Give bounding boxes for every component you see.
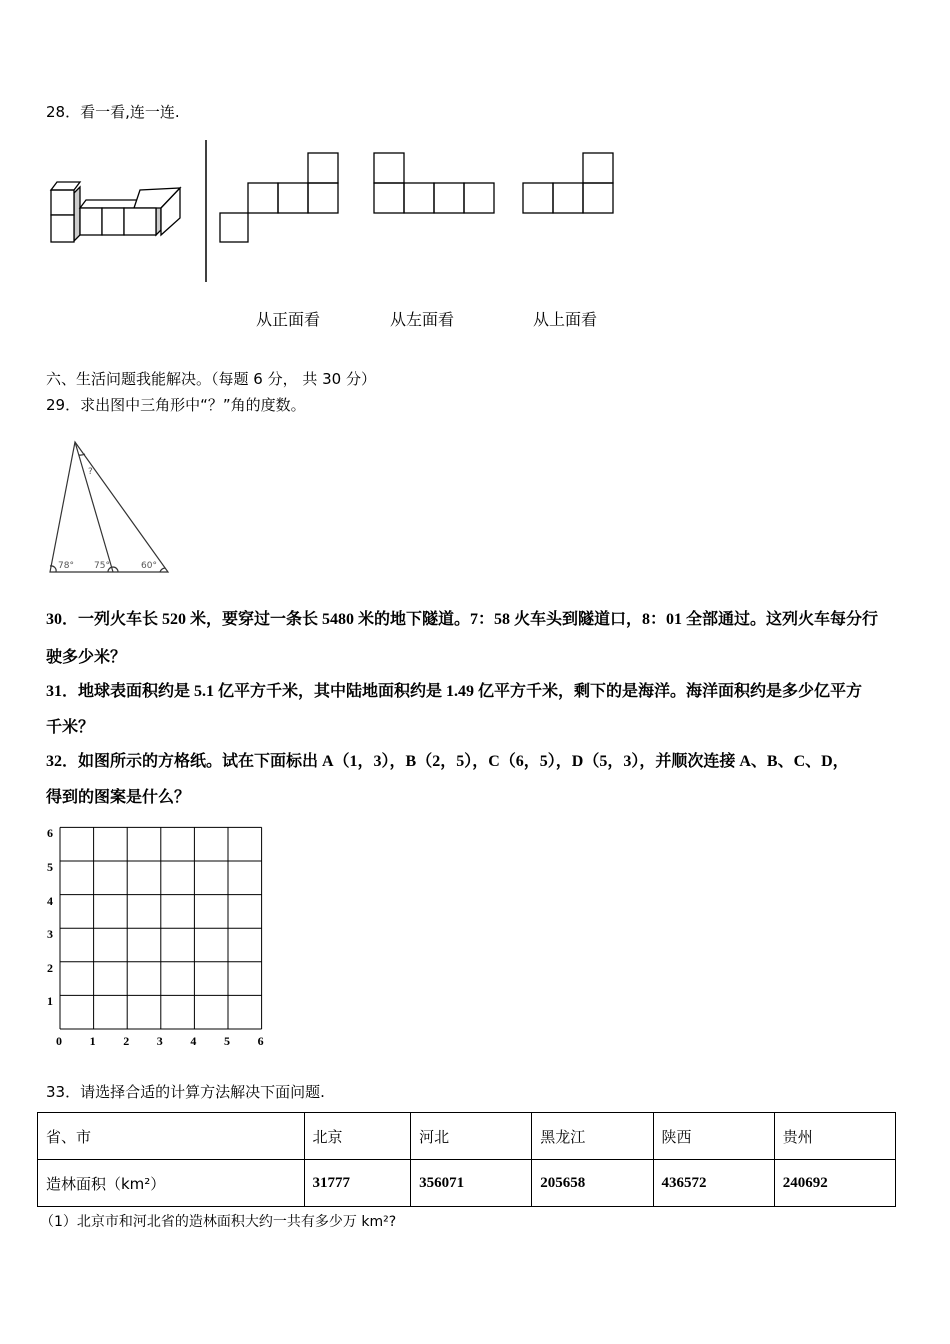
x-tick-label: 2 xyxy=(123,1034,130,1048)
table-cell: 205658 xyxy=(532,1160,653,1207)
top-view xyxy=(523,153,613,213)
section-heading: 六、生活问题我能解决。（每题 6 分， 共 30 分） xyxy=(46,370,376,388)
table-cell: 造林面积（km²） xyxy=(38,1160,305,1207)
q32-line2: 得到的图案是什么？ xyxy=(46,789,191,806)
y-tick-label: 5 xyxy=(47,860,53,874)
triangle-figure xyxy=(50,442,168,572)
q30-line2: 驶多少米？ xyxy=(46,649,127,666)
cube-figure xyxy=(51,182,180,242)
left-view xyxy=(374,153,494,213)
table-cell: 31777 xyxy=(304,1160,411,1207)
x-tick-label: 3 xyxy=(156,1034,163,1048)
q32-line1: 32．如图所示的方格纸。试在下面标出 A（1，3），B（2，5），C（6，5），D（5，3），并顺次连接 A、B、C、D， xyxy=(46,753,849,770)
grid xyxy=(60,827,262,1029)
table-cell: 436572 xyxy=(653,1160,774,1207)
q31-line2: 千米？ xyxy=(46,719,95,736)
label-top: 从上面看 xyxy=(533,310,598,329)
table-cell: 356071 xyxy=(411,1160,532,1207)
label-left: 从左面看 xyxy=(390,310,455,329)
q31-line1: 31．地球表面积约是 5.1 亿平方千米，其中陆地面积约是 1.49 亿平方千米，剩下的是海洋。海洋面积约是多少亿平方 xyxy=(46,683,863,700)
table-cell: 省、市 xyxy=(38,1113,305,1160)
angle-78: 78° xyxy=(58,561,74,571)
y-tick-label: 6 xyxy=(47,826,53,841)
x-tick-label: 4 xyxy=(190,1034,197,1048)
q33-sub1: （1）北京市和河北省的造林面积大约一共有多少万 km²? xyxy=(40,1214,397,1230)
q30-line1: 30．一列火车长 520 米，要穿过一条长 5480 米的地下隧道。7：58 火车头到隧道口，8：01 全部通过。这列火车每分行 xyxy=(46,611,879,628)
x-tick-label: 1 xyxy=(89,1034,96,1048)
y-tick-label: 2 xyxy=(47,960,53,975)
table-cell: 陕西 xyxy=(653,1113,774,1160)
label-front: 从正面看 xyxy=(256,310,321,329)
table-cell: 黑龙江 xyxy=(532,1113,653,1160)
table-row xyxy=(38,1160,896,1207)
afforestation-table xyxy=(37,1112,896,1207)
table-header-row xyxy=(38,1113,896,1160)
angle-60: 60° xyxy=(141,561,157,571)
table-cell: 240692 xyxy=(774,1160,895,1207)
x-tick-label: 5 xyxy=(224,1034,230,1048)
x-tick-label: 6 xyxy=(257,1034,264,1048)
y-tick-label: 4 xyxy=(47,893,53,908)
table-cell: 贵州 xyxy=(774,1113,895,1160)
q28-title: 28．看一看,连一连. xyxy=(46,103,180,121)
table-cell: 北京 xyxy=(304,1113,411,1160)
table-cell: 河北 xyxy=(411,1113,532,1160)
angle-unknown: ? xyxy=(88,467,93,477)
y-tick-label: 3 xyxy=(47,927,53,942)
angle-75: 75° xyxy=(94,561,110,571)
front-view xyxy=(220,153,338,242)
q29-title: 29．求出图中三角形中“？”角的度数。 xyxy=(46,396,306,414)
x-tick-label: 0 xyxy=(56,1034,62,1048)
q33-title: 33．请选择合适的计算方法解决下面问题. xyxy=(46,1083,325,1101)
y-tick-label: 1 xyxy=(47,994,53,1009)
